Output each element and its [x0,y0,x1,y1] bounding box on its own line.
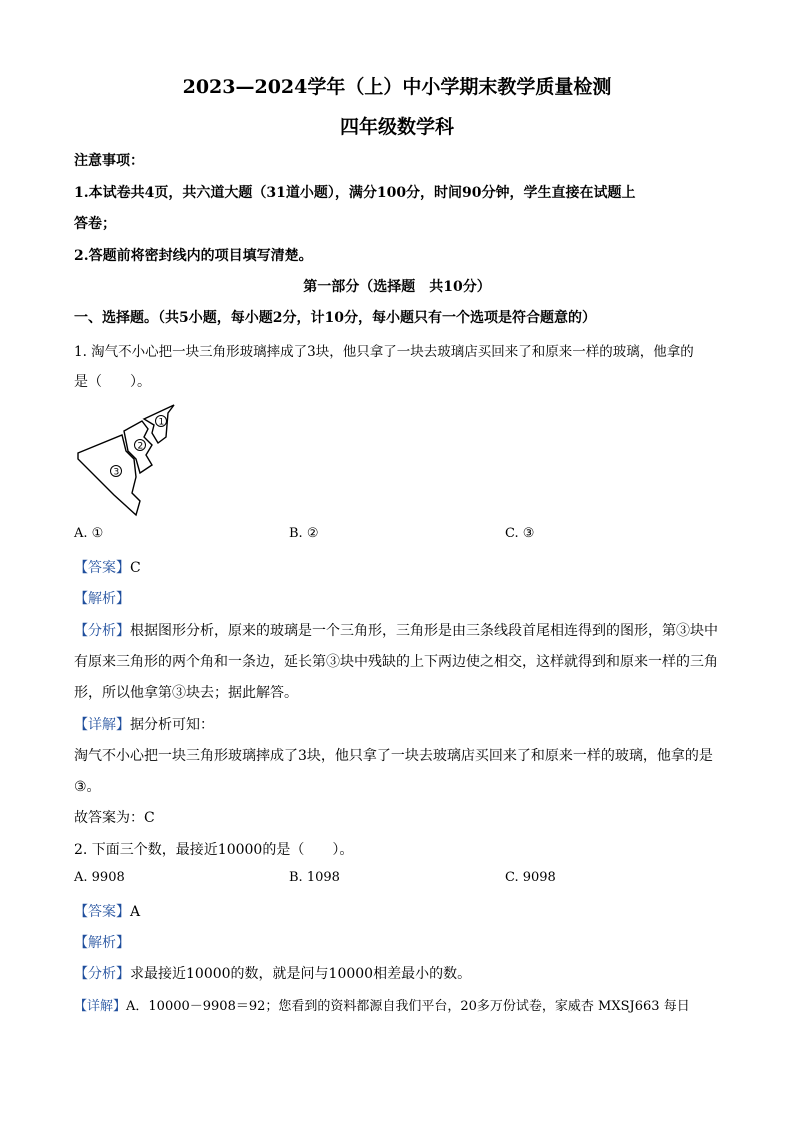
q1-option-b: B. ② [289,526,319,541]
broken-glass-figure [74,403,184,518]
part-title: 第一部分（选择题 共10分） [303,279,491,295]
broken-glass-diagram [74,403,184,518]
q2-xiangjie-tag: 【详解】 [74,999,127,1014]
q1-answer-line [74,557,724,577]
q1-analysis-line [74,588,724,608]
q2-answer-line [74,901,724,921]
notice-item-1: 1.本试卷共4页，共六道大题（31道小题），满分100分，时间90分钟，学生直接在试题上 [74,185,636,201]
q1-detail-line-2: ③。 [74,779,101,795]
figure-label-1: 1 [158,417,165,428]
analysis-tag: 【解析】 [74,591,130,607]
q2-analysis-line [74,932,724,952]
q2-fenxi-line [74,963,724,983]
q2-analysis-tag: 【解析】 [74,935,130,951]
section-heading: 一、选择题。（共5小题，每小题2分，计10分，每小题只有一个选项是符合题意的） [74,310,596,326]
notice-item-2: 2.答题前将密封线内的项目填写清楚。 [74,248,313,264]
exam-title: 2023—2024学年（上）中小学期末教学质量检测 [182,76,612,98]
q1-option-c: C. ③ [505,526,535,541]
q1-fenxi-line-2: 有原来三角形的两个角和一条边，延长第③块中残缺的上下两边使之相交，这样就得到和原来一样的三角 [74,654,718,670]
fenxi-tag: 【分析】 [74,623,130,639]
q1-fenxi-line-3: 形，所以他拿第③块去；据此解答。 [74,685,298,701]
q1-answer: C [130,560,141,576]
q2-option-c: C. 9098 [505,870,556,885]
notice-heading: 注意事项： [74,153,144,169]
q2-answer: A [130,904,141,920]
q1-detail-heading [74,714,724,734]
q2-answer-tag: 【答案】 [74,904,130,920]
figure-label-2: 2 [137,441,144,452]
q2-detail-line [74,995,724,1014]
notice-item-1-cont: 答卷； [74,216,116,232]
q2-option-b: B. 1098 [289,870,340,885]
q2-fenxi-text: 求最接近10000的数，就是问与10000相差最小的数。 [130,966,472,982]
q1-fenxi-text-1: 根据图形分析，原来的玻璃是一个三角形，三角形是由三条线段首尾相连得到的图形，第③块中 [130,623,718,639]
xiangjie-tag: 【详解】 [74,717,130,733]
exam-subtitle: 四年级数学科 [339,116,454,138]
q1-option-a: A. ① [74,526,104,541]
q2-fenxi-tag: 【分析】 [74,966,130,982]
q1-detail-line-1: 淘气不小心把一块三角形玻璃摔成了3块，他只拿了一块去玻璃店买回来了和原来一样的玻璃，他拿的是 [74,748,713,764]
question-2-stem: 2. 下面三个数，最接近10000的是（ ）。 [74,842,354,858]
figure-label-3: 3 [113,467,120,478]
question-1-stem: 1. 淘气不小心把一块三角形玻璃摔成了3块，他只拿了一块去玻璃店买回来了和原来一样的玻璃，他拿的 [74,344,694,360]
q2-option-a: A. 9908 [74,870,125,885]
question-1-stem-cont: 是（ ）。 [74,374,151,390]
q2-xiangjie-text: A．10000－9908＝92；您看到的资料都源自我们平台，20多万份试卷，家威杏 MXSJ663 每日 [126,999,690,1014]
q1-fenxi-line-1 [74,620,724,640]
q1-xiangjie-text: 据分析可知： [130,717,214,733]
answer-tag: 【答案】 [74,560,130,576]
q1-conclusion: 故答案为：C [74,810,155,826]
